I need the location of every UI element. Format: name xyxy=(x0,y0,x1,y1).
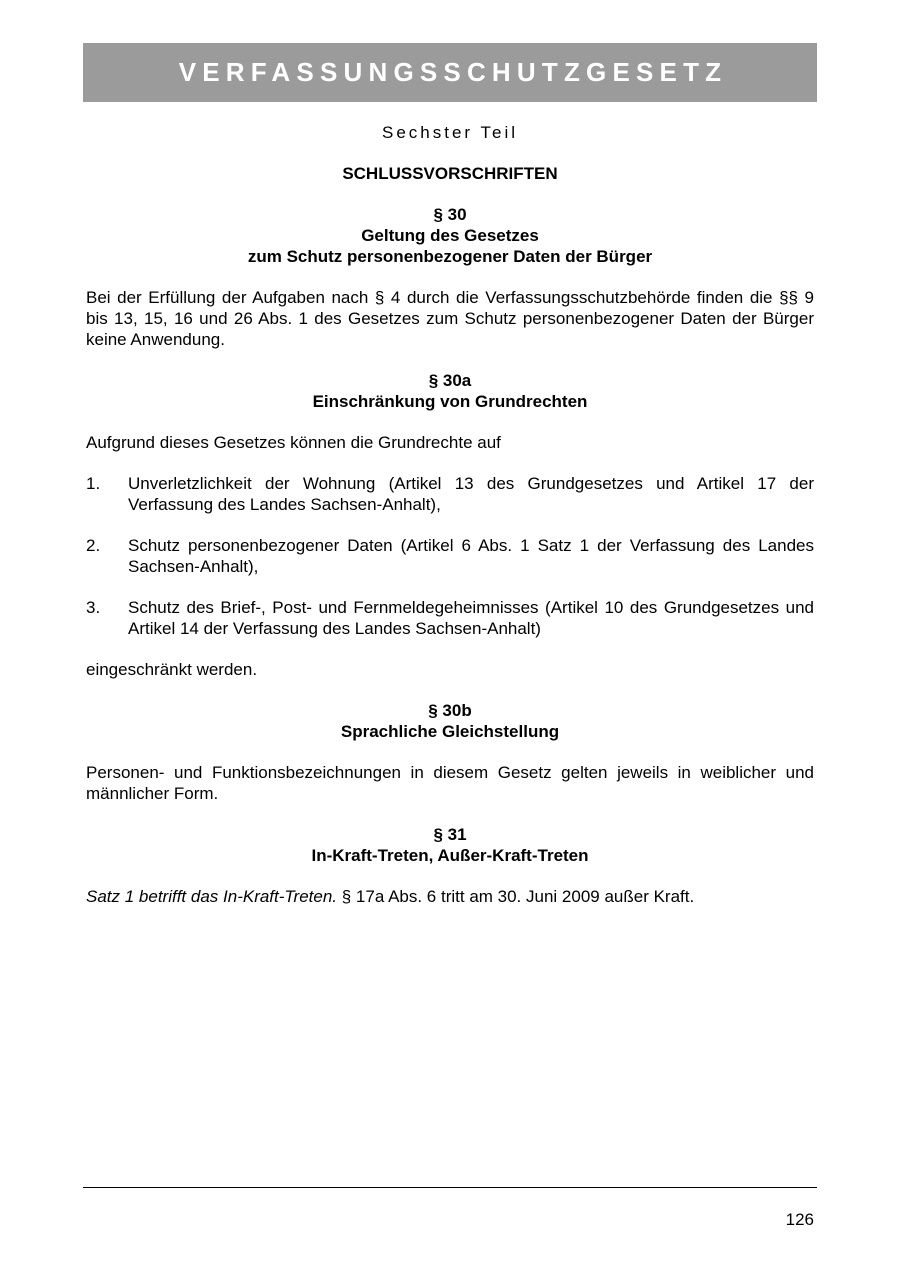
list-item-text: Schutz des Brief-, Post- und Fernmeldegeheimnisses (Artikel 10 des Grundgesetzes und Artikel 14 der Verfassung des Landes Sachsen-Anhalt) xyxy=(128,598,814,638)
section-30-body: Bei der Erfüllung der Aufgaben nach § 4 durch die Verfassungsschutzbehörde finden die §§ 9 bis 13, 15, 16 und 26 Abs. 1 des Gesetzes zum Schutz personenbezogener Daten der Bürger keine Anwendung. xyxy=(86,288,814,349)
page-content xyxy=(86,122,814,927)
section-30a-heading xyxy=(86,370,814,412)
section-30a-intro: Aufgrund dieses Gesetzes können die Grundrechte auf xyxy=(86,433,501,452)
section-30a-list xyxy=(86,473,814,639)
section-31-body-rest: § 17a Abs. 6 tritt am 30. Juni 2009 außer Kraft. xyxy=(337,887,695,906)
header-banner xyxy=(83,43,817,102)
list-item xyxy=(86,535,814,577)
section-30a-number: § 30a xyxy=(428,371,472,390)
section-31-body-italic: Satz 1 betrifft das In-Kraft-Treten. xyxy=(86,887,338,906)
list-item-number: 3. xyxy=(86,598,101,617)
list-item xyxy=(86,473,814,515)
section-31-heading xyxy=(86,824,814,866)
footer-divider xyxy=(83,1187,817,1188)
list-item-text: Schutz personenbezogener Daten (Artikel 6 Abs. 1 Satz 1 der Verfassung des Landes Sachsen-Anhalt), xyxy=(128,536,814,576)
section-30a-title: Einschränkung von Grundrechten xyxy=(312,392,588,411)
page-number: 126 xyxy=(785,1210,814,1229)
section-30a-outro: eingeschränkt werden. xyxy=(86,660,258,679)
part-title: Sechster Teil xyxy=(381,123,518,142)
section-30-heading xyxy=(86,204,814,267)
section-31-title: In-Kraft-Treten, Außer-Kraft-Treten xyxy=(311,846,589,865)
section-30-title-line2: zum Schutz personenbezogener Daten der Bürger xyxy=(247,247,653,266)
list-item-number: 2. xyxy=(86,536,101,555)
list-item-number: 1. xyxy=(86,474,101,493)
section-31-body xyxy=(86,886,814,907)
list-item-text: Unverletzlichkeit der Wohnung (Artikel 13 des Grundgesetzes und Artikel 17 der Verfassung des Landes Sachsen-Anhalt), xyxy=(128,474,814,514)
part-subtitle xyxy=(86,163,814,184)
section-30b-heading xyxy=(86,700,814,742)
list-item xyxy=(86,597,814,639)
part-subtitle-text: SCHLUSSVORSCHRIFTEN xyxy=(342,164,558,183)
section-30-number: § 30 xyxy=(433,205,467,224)
section-30b-body: Personen- und Funktionsbezeichnungen in diesem Gesetz gelten jeweils in weiblicher und männlicher Form. xyxy=(86,763,814,803)
section-30-title-line1: Geltung des Gesetzes xyxy=(361,226,539,245)
document-title: VERFASSUNGSSCHUTZGESETZ xyxy=(178,57,728,87)
section-31-number: § 31 xyxy=(433,825,467,844)
section-30b-number: § 30b xyxy=(428,701,472,720)
section-30b-title: Sprachliche Gleichstellung xyxy=(340,722,560,741)
